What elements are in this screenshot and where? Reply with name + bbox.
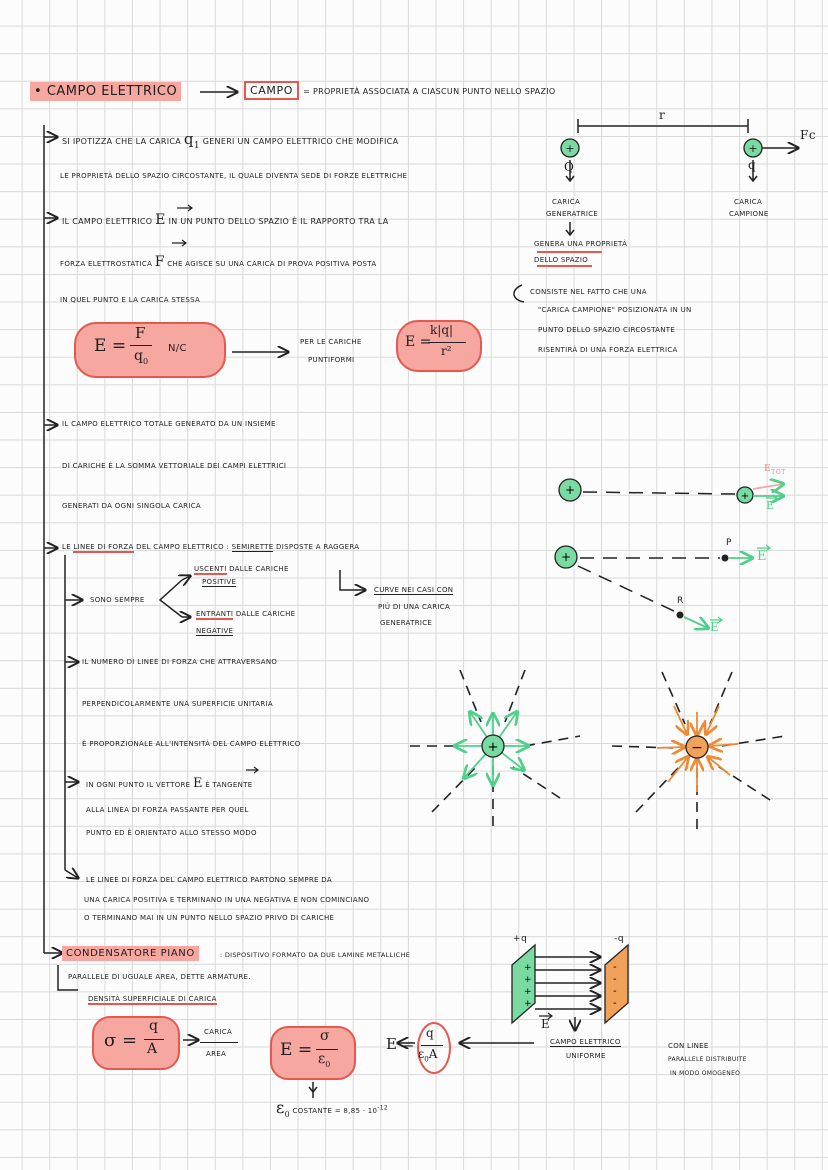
consiste-1: CONSISTE NEL FATTO CHE UNA <box>530 288 647 296</box>
intro-line-3: IL CAMPO ELETTRICO E IN UN PUNTO DELLO SPAZIO È IL RAPPORTO TRA LA <box>62 212 389 228</box>
carica-gen-b: GENERATRICE <box>546 210 599 218</box>
intro-line-4: FORZA ELETTROSTATICA F CHE AGISCE SU UNA CARICA DI PROVA POSITIVA POSTA <box>60 254 377 270</box>
densita-label: DENSITÀ SUPERFICIALE DI CARICA <box>88 995 217 1003</box>
uscenti-line: USCENTI DALLE CARICHE <box>194 565 289 573</box>
intro-line-2: LE PROPRIETÀ DELLO SPAZIO CIRCOSTANTE, IL QUALE DIVENTA SEDE DI FORZE ELETTRICHE <box>60 172 408 180</box>
sono-sempre: SONO SEMPRE <box>90 596 145 604</box>
vector-e-sum: E <box>766 499 775 512</box>
consiste-3: PUNTO DELLO SPAZIO CIRCOSTANTE <box>538 326 676 334</box>
svg-text:+: + <box>560 550 572 564</box>
vettore-1: IN OGNI PUNTO IL VETTORE E È TANGENTE <box>86 776 253 791</box>
linee-intro: LE LINEE DI FORZA DEL CAMPO ELETTRICO : SEMIRETTE DISPOSTE A RAGGERA <box>62 543 360 551</box>
campo-definition <box>244 84 556 97</box>
label-small-q: q <box>748 158 757 172</box>
condensatore-title: CONDENSATORE PIANO <box>62 948 199 959</box>
svg-text:+: + <box>524 975 532 985</box>
linee-1: CON LINEE <box>668 1042 709 1050</box>
curve-1: CURVE NEI CASI CON <box>374 586 454 594</box>
unit-nc: N/C <box>168 343 187 354</box>
totale-line-1: IL CAMPO ELETTRICO TOTALE GENERATO DA UN INSIEME <box>62 420 276 428</box>
linee-3: IN MODO OMOGENEO <box>670 1070 741 1077</box>
intro-line-5: IN QUEL PUNTO E LA CARICA STESSA <box>60 296 201 304</box>
svg-text:+: + <box>564 483 576 497</box>
svg-text:+: + <box>524 999 532 1009</box>
svg-text:-: - <box>613 962 617 973</box>
svg-text:+: + <box>740 491 750 502</box>
negative-term: NEGATIVE <box>196 627 234 635</box>
capacitor-plus-q: +q <box>513 934 528 944</box>
semirette-term: SEMIRETTE <box>231 543 274 551</box>
carica-camp-b: CAMPIONE <box>729 210 769 218</box>
partono-2: UNA CARICA POSITIVA E TERMINANO IN UNA NEGATIVA E NON COMINCIANO <box>84 896 370 904</box>
diagram-field-points <box>555 546 752 628</box>
area-label: AREA <box>206 1050 227 1058</box>
capacitor-diagram <box>512 945 628 1030</box>
main-title: • CAMPO ELETTRICO <box>30 84 181 99</box>
label-fc: Fc <box>800 128 817 142</box>
condensatore-def-2: PARALLELE DI UGUALE AREA, DETTE ARMATURE. <box>68 973 251 981</box>
puntiformi-b: PUNTIFORMI <box>308 356 355 364</box>
distance-r: r <box>659 108 666 122</box>
partono-3: O TERMINANO MAI IN UN PUNTO NELLO SPAZIO PRIVO DI CARICHE <box>84 914 335 922</box>
intro-line-1: SI IPOTIZZA CHE LA CARICA $q_1$ GENERI UN CAMPO ELETTRICO CHE MODIFICA <box>62 130 399 151</box>
puntiformi-a: PER LE CARICHE <box>300 338 362 346</box>
svg-text:-: - <box>613 986 617 997</box>
label-big-q: Q <box>564 160 575 174</box>
genera-a: GENERA UNA PROPRIETÀ <box>534 240 628 248</box>
consiste-2: "CARICA CAMPIONE" POSIZIONATA IN UN <box>538 306 692 314</box>
svg-text:+: + <box>524 987 532 997</box>
point-r: R <box>677 596 684 606</box>
minus-sign-icon: − <box>691 740 703 756</box>
diagram-superposition <box>559 479 783 503</box>
numero-1: IL NUMERO DI LINEE DI FORZA CHE ATTRAVERSANO <box>82 658 278 666</box>
campo-def-text: = PROPRIETÀ ASSOCIATA A CIASCUN PUNTO NELLO SPAZIO <box>303 87 556 96</box>
vector-e-tot: $E_{TOT}$ <box>764 464 786 476</box>
linee-2: PARALLELE DISTRIBUITE <box>668 1056 747 1063</box>
svg-text:+: + <box>565 142 575 155</box>
linee-di-forza-term: LINEE DI FORZA <box>73 543 134 551</box>
svg-text:+: + <box>524 963 532 973</box>
vector-e-p: E <box>757 549 768 564</box>
svg-text:+: + <box>748 142 758 155</box>
curve-3: GENERATRICE <box>380 619 433 627</box>
carica-label: CARICA <box>204 1028 233 1036</box>
formula-e-f-q0-text: E = <box>94 336 127 356</box>
partono-1: LE LINEE DI FORZA DEL CAMPO ELETTRICO PARTONO SEMPRE DA <box>86 876 332 884</box>
campo-unif-1: CAMPO ELETTRICO <box>550 1038 621 1046</box>
plus-sign-icon: + <box>487 740 499 755</box>
entranti-line: ENTRANTI DALLE CARICHE <box>196 610 296 618</box>
svg-text:-: - <box>613 974 617 985</box>
capacitor-minus-q: -q <box>614 934 625 944</box>
vettore-3: PUNTO ED È ORIENTATO ALLO STESSO MODO <box>86 829 257 837</box>
carica-gen-a: CARICA <box>552 198 581 206</box>
capacitor-e: E <box>541 1017 551 1031</box>
numero-3: È PROPORZIONALE ALL'INTENSITÀ DEL CAMPO ELETTRICO <box>82 740 301 748</box>
vettore-2: ALLA LINEA DI FORZA PASSANTE PER QUEL <box>86 806 249 814</box>
totale-line-3: GENERATI DA OGNI SINGOLA CARICA <box>62 502 201 510</box>
numero-2: PERPENDICOLARMENTE UNA SUPERFICIE UNITARIA <box>82 700 273 708</box>
formula-e-q: E = <box>386 1035 415 1053</box>
epsilon-constant: $\varepsilon_0$ COSTANTE = $8,85 \cdot 10^{-12}$ <box>276 1098 388 1120</box>
totale-line-2: DI CARICHE È LA SOMMA VETTORIALE DEI CAMPI ELETTRICI <box>62 462 287 470</box>
condensatore-def-1: : DISPOSITIVO FORMATO DA DUE LAMINE METALLICHE <box>220 951 411 959</box>
carica-camp-a: CARICA <box>734 198 763 206</box>
campo-word: CAMPO <box>244 81 299 100</box>
vector-e-r: E <box>710 620 720 634</box>
consiste-4: RISENTIRÀ DI UNA FORZA ELETTRICA <box>538 346 678 354</box>
curve-2: PIÙ DI UNA CARICA <box>378 603 451 611</box>
point-p: P <box>726 538 733 548</box>
svg-text:-: - <box>613 998 617 1009</box>
genera-b: DELLO SPAZIO <box>534 256 589 264</box>
positive-term: POSITIVE <box>202 578 237 586</box>
campo-unif-2: UNIFORME <box>566 1052 606 1060</box>
